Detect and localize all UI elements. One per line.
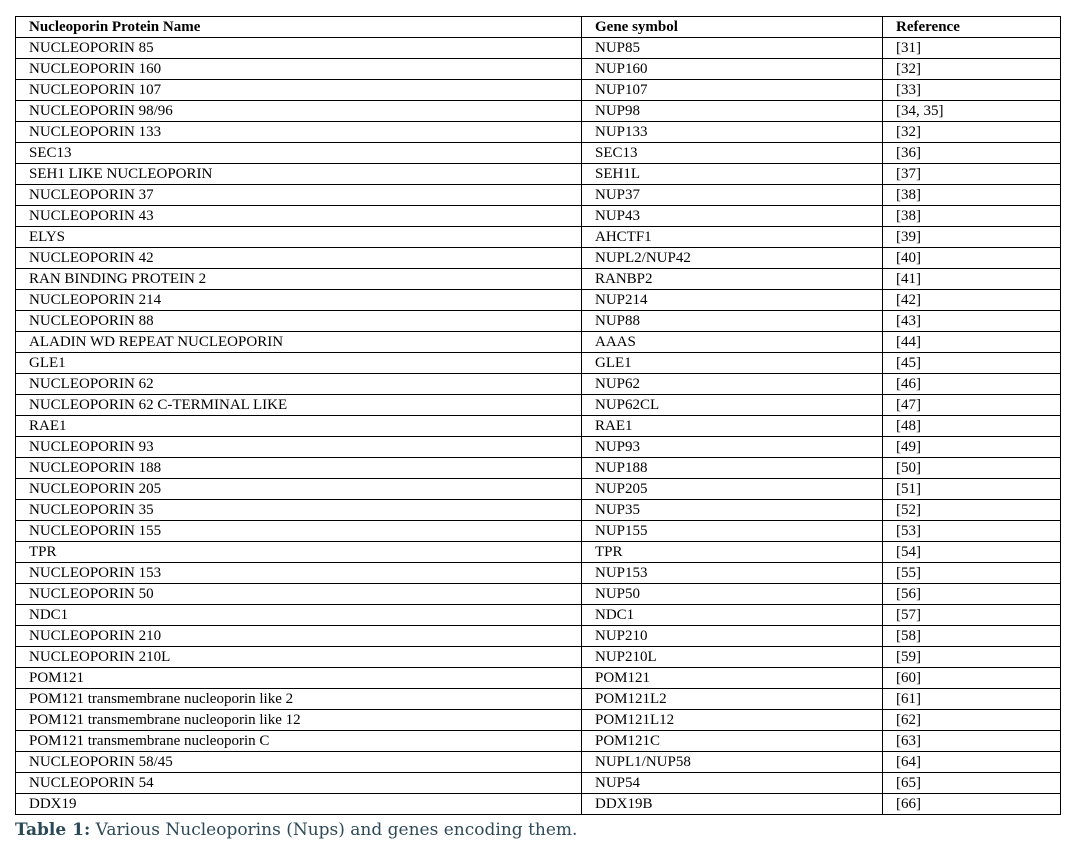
- cell-protein-name: NUCLEOPORIN 35: [16, 500, 582, 521]
- cell-reference: [41]: [883, 269, 1061, 290]
- cell-reference: [43]: [883, 311, 1061, 332]
- cell-protein-name: NUCLEOPORIN 62 C-TERMINAL LIKE: [16, 395, 582, 416]
- nucleoporins-table: [15, 16, 1061, 815]
- cell-reference: [47]: [883, 395, 1061, 416]
- table-row: [16, 290, 1061, 311]
- cell-protein-name: NUCLEOPORIN 160: [16, 59, 582, 80]
- cell-reference: [61]: [883, 689, 1061, 710]
- cell-gene-symbol: NUP98: [582, 101, 883, 122]
- table-row: [16, 773, 1061, 794]
- table-row: [16, 248, 1061, 269]
- cell-reference: [63]: [883, 731, 1061, 752]
- cell-protein-name: SEH1 LIKE NUCLEOPORIN: [16, 164, 582, 185]
- cell-gene-symbol: NUP62: [582, 374, 883, 395]
- cell-gene-symbol: NUP210L: [582, 647, 883, 668]
- cell-gene-symbol: NUP188: [582, 458, 883, 479]
- cell-reference: [55]: [883, 563, 1061, 584]
- cell-gene-symbol: NDC1: [582, 605, 883, 626]
- cell-reference: [58]: [883, 626, 1061, 647]
- table-row: [16, 710, 1061, 731]
- table-row: [16, 353, 1061, 374]
- cell-reference: [37]: [883, 164, 1061, 185]
- cell-protein-name: POM121: [16, 668, 582, 689]
- cell-reference: [66]: [883, 794, 1061, 815]
- cell-reference: [38]: [883, 185, 1061, 206]
- cell-protein-name: NUCLEOPORIN 42: [16, 248, 582, 269]
- cell-reference: [36]: [883, 143, 1061, 164]
- cell-protein-name: POM121 transmembrane nucleoporin like 2: [16, 689, 582, 710]
- cell-gene-symbol: NUP37: [582, 185, 883, 206]
- cell-protein-name: NUCLEOPORIN 62: [16, 374, 582, 395]
- table-row: [16, 143, 1061, 164]
- table-row: [16, 416, 1061, 437]
- cell-protein-name: NUCLEOPORIN 43: [16, 206, 582, 227]
- cell-protein-name: NUCLEOPORIN 155: [16, 521, 582, 542]
- cell-reference: [45]: [883, 353, 1061, 374]
- cell-protein-name: NUCLEOPORIN 88: [16, 311, 582, 332]
- header-protein-name: Nucleoporin Protein Name: [16, 17, 582, 38]
- cell-reference: [64]: [883, 752, 1061, 773]
- cell-protein-name: NUCLEOPORIN 214: [16, 290, 582, 311]
- cell-gene-symbol: GLE1: [582, 353, 883, 374]
- cell-gene-symbol: AAAS: [582, 332, 883, 353]
- cell-reference: [54]: [883, 542, 1061, 563]
- table-row: [16, 689, 1061, 710]
- cell-reference: [51]: [883, 479, 1061, 500]
- table-row: [16, 479, 1061, 500]
- table-row: [16, 395, 1061, 416]
- table-caption: [15, 820, 577, 840]
- table-row: [16, 227, 1061, 248]
- cell-gene-symbol: SEC13: [582, 143, 883, 164]
- table-body: [16, 38, 1061, 815]
- cell-reference: [53]: [883, 521, 1061, 542]
- cell-protein-name: RAN BINDING PROTEIN 2: [16, 269, 582, 290]
- cell-reference: [40]: [883, 248, 1061, 269]
- table-row: [16, 584, 1061, 605]
- table-row: [16, 38, 1061, 59]
- cell-protein-name: SEC13: [16, 143, 582, 164]
- table-row: [16, 206, 1061, 227]
- table-row: [16, 731, 1061, 752]
- cell-protein-name: NUCLEOPORIN 37: [16, 185, 582, 206]
- table-row: [16, 437, 1061, 458]
- cell-gene-symbol: NUP107: [582, 80, 883, 101]
- cell-gene-symbol: NUP54: [582, 773, 883, 794]
- table-row: [16, 122, 1061, 143]
- table-row: [16, 521, 1061, 542]
- cell-gene-symbol: POM121L2: [582, 689, 883, 710]
- cell-gene-symbol: NUP160: [582, 59, 883, 80]
- table-row: [16, 500, 1061, 521]
- cell-gene-symbol: NUP133: [582, 122, 883, 143]
- header-reference: Reference: [883, 17, 1061, 38]
- cell-reference: [62]: [883, 710, 1061, 731]
- cell-protein-name: NUCLEOPORIN 210: [16, 626, 582, 647]
- cell-reference: [60]: [883, 668, 1061, 689]
- cell-gene-symbol: POM121L12: [582, 710, 883, 731]
- table-row: [16, 542, 1061, 563]
- cell-protein-name: ELYS: [16, 227, 582, 248]
- cell-reference: [49]: [883, 437, 1061, 458]
- cell-protein-name: NUCLEOPORIN 93: [16, 437, 582, 458]
- cell-reference: [56]: [883, 584, 1061, 605]
- table-row: [16, 458, 1061, 479]
- cell-gene-symbol: NUP214: [582, 290, 883, 311]
- cell-protein-name: NUCLEOPORIN 58/45: [16, 752, 582, 773]
- table-row: [16, 626, 1061, 647]
- cell-gene-symbol: NUP50: [582, 584, 883, 605]
- cell-protein-name: NUCLEOPORIN 98/96: [16, 101, 582, 122]
- table-row: [16, 311, 1061, 332]
- cell-gene-symbol: NUP93: [582, 437, 883, 458]
- cell-protein-name: NUCLEOPORIN 133: [16, 122, 582, 143]
- cell-reference: [44]: [883, 332, 1061, 353]
- table-row: [16, 794, 1061, 815]
- cell-gene-symbol: POM121: [582, 668, 883, 689]
- cell-gene-symbol: NUP85: [582, 38, 883, 59]
- table-row: [16, 80, 1061, 101]
- table-header-row: [16, 17, 1061, 38]
- cell-protein-name: TPR: [16, 542, 582, 563]
- cell-gene-symbol: NUP155: [582, 521, 883, 542]
- cell-reference: [48]: [883, 416, 1061, 437]
- table-row: [16, 101, 1061, 122]
- cell-reference: [42]: [883, 290, 1061, 311]
- cell-protein-name: POM121 transmembrane nucleoporin C: [16, 731, 582, 752]
- cell-reference: [33]: [883, 80, 1061, 101]
- cell-reference: [57]: [883, 605, 1061, 626]
- cell-protein-name: NUCLEOPORIN 188: [16, 458, 582, 479]
- table-row: [16, 668, 1061, 689]
- cell-gene-symbol: NUP88: [582, 311, 883, 332]
- cell-protein-name: NDC1: [16, 605, 582, 626]
- cell-protein-name: ALADIN WD REPEAT NUCLEOPORIN: [16, 332, 582, 353]
- cell-gene-symbol: SEH1L: [582, 164, 883, 185]
- cell-reference: [38]: [883, 206, 1061, 227]
- cell-reference: [65]: [883, 773, 1061, 794]
- cell-protein-name: NUCLEOPORIN 54: [16, 773, 582, 794]
- cell-gene-symbol: DDX19B: [582, 794, 883, 815]
- cell-reference: [39]: [883, 227, 1061, 248]
- cell-protein-name: POM121 transmembrane nucleoporin like 12: [16, 710, 582, 731]
- cell-reference: [32]: [883, 59, 1061, 80]
- cell-protein-name: NUCLEOPORIN 210L: [16, 647, 582, 668]
- cell-protein-name: RAE1: [16, 416, 582, 437]
- cell-gene-symbol: NUP62CL: [582, 395, 883, 416]
- cell-gene-symbol: AHCTF1: [582, 227, 883, 248]
- table-row: [16, 605, 1061, 626]
- table-row: [16, 164, 1061, 185]
- cell-gene-symbol: NUP35: [582, 500, 883, 521]
- cell-protein-name: NUCLEOPORIN 85: [16, 38, 582, 59]
- cell-protein-name: NUCLEOPORIN 153: [16, 563, 582, 584]
- cell-reference: [52]: [883, 500, 1061, 521]
- header-gene-symbol: Gene symbol: [582, 17, 883, 38]
- cell-protein-name: NUCLEOPORIN 205: [16, 479, 582, 500]
- cell-protein-name: GLE1: [16, 353, 582, 374]
- cell-gene-symbol: NUPL1/NUP58: [582, 752, 883, 773]
- cell-gene-symbol: RAE1: [582, 416, 883, 437]
- cell-reference: [32]: [883, 122, 1061, 143]
- table-row: [16, 374, 1061, 395]
- cell-gene-symbol: NUP43: [582, 206, 883, 227]
- table-row: [16, 332, 1061, 353]
- cell-gene-symbol: TPR: [582, 542, 883, 563]
- cell-protein-name: NUCLEOPORIN 50: [16, 584, 582, 605]
- cell-gene-symbol: RANBP2: [582, 269, 883, 290]
- cell-gene-symbol: POM121C: [582, 731, 883, 752]
- cell-gene-symbol: NUP210: [582, 626, 883, 647]
- table-row: [16, 185, 1061, 206]
- table-row: [16, 647, 1061, 668]
- cell-reference: [31]: [883, 38, 1061, 59]
- cell-protein-name: DDX19: [16, 794, 582, 815]
- cell-reference: [50]: [883, 458, 1061, 479]
- caption-text: Various Nucleoporins (Nups) and genes encoding them.: [90, 820, 578, 840]
- caption-label: Table 1:: [15, 820, 91, 840]
- cell-gene-symbol: NUPL2/NUP42: [582, 248, 883, 269]
- cell-reference: [59]: [883, 647, 1061, 668]
- table-row: [16, 563, 1061, 584]
- table-row: [16, 269, 1061, 290]
- table-row: [16, 752, 1061, 773]
- cell-gene-symbol: NUP153: [582, 563, 883, 584]
- cell-gene-symbol: NUP205: [582, 479, 883, 500]
- table-row: [16, 59, 1061, 80]
- cell-protein-name: NUCLEOPORIN 107: [16, 80, 582, 101]
- cell-reference: [46]: [883, 374, 1061, 395]
- cell-reference: [34, 35]: [883, 101, 1061, 122]
